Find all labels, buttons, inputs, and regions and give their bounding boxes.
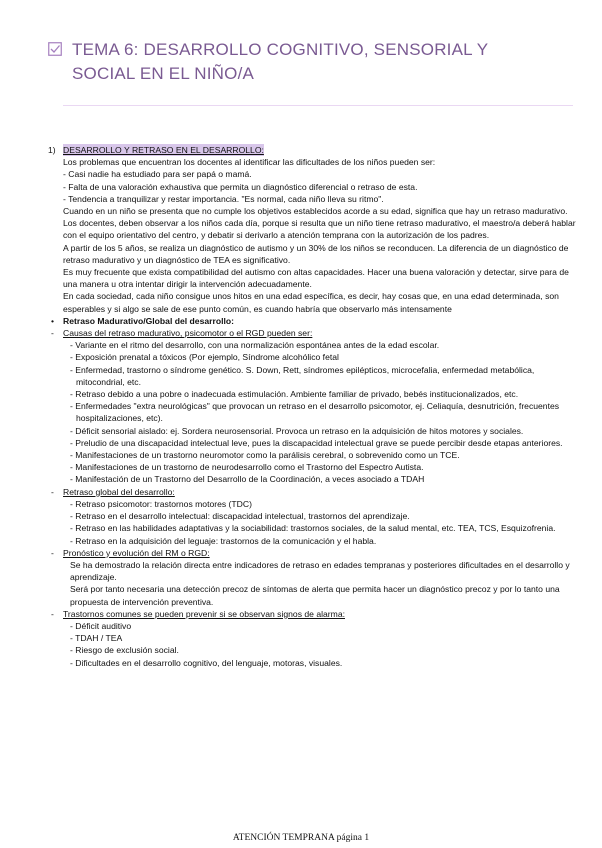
causas-heading: Causas del retraso madurativo, psicomotor o el RGD pueden ser:: [63, 328, 313, 339]
problem-item: - Tendencia a tranquilizar y restar importancia. "Es normal, cada niño lleva su ritmo".: [63, 193, 384, 204]
trastorno-item: - Dificultades en el desarrollo cognitivo, del lenguaje, motoras, visuales.: [70, 657, 343, 668]
causa-item: - Enfermedad, trastorno o síndrome genético. S. Down, Rett, síndromes epilépticos, microcefalia, enfermedad metabólica, mitocondrial, etc.: [70, 364, 535, 387]
dash-marker: -: [51, 328, 54, 339]
global-item: - Retraso en las habilidades adaptativas y la sociabilidad: trastornos sociales, de la salud mental, etc. TEA, TCS, Esquizofrenia.: [70, 523, 556, 534]
section-1-heading-row: [48, 144, 578, 156]
page-title-block: [48, 38, 568, 86]
causas-heading-row: [51, 327, 578, 339]
document-body: [48, 144, 578, 669]
page-footer: ATENCIÓN TEMPRANA página 1: [232, 833, 370, 843]
global-item: - Retraso en el desarrollo intelectual: discapacidad intelectual, trastornos del aprendizaje.: [70, 511, 410, 522]
section-1-intro: Los problemas que encuentran los docentes al identificar las dificultades de los niños pueden ser:: [63, 157, 436, 168]
causa-item: - Retraso debido a una pobre o inadecuada estimulación. Ambiente familiar de privado, bebés institucionalizados, etc.: [70, 389, 519, 400]
pronostico-heading: Pronóstico y evolución del RM o RGD:: [63, 547, 210, 558]
title-divider: [63, 105, 573, 106]
pronostico-paragraph: Se ha demostrado la relación directa entre indicadores de retraso en edades tempranas y posteriores dificultades en el desarrollo y aprendizaje.: [70, 559, 570, 583]
causa-item: - Déficit sensorial aislado: ej. Sordera neurosensorial. Provoca un retraso en la adquisición de hitos motores y sociales.: [70, 425, 524, 436]
dash-marker: -: [51, 486, 54, 497]
checkbox-checked-icon: [48, 42, 62, 56]
trastorno-item: - Riesgo de exclusión social.: [70, 645, 179, 656]
problem-item: - Casi nadie ha estudiado para ser papá o mamá.: [63, 169, 252, 180]
trastorno-item: - TDAH / TEA: [70, 633, 123, 644]
section-number: 1): [48, 145, 56, 155]
causa-item: - Preludio de una discapacidad intelectual leve, pues la discapacidad intelectual grave se puede percibir desde etapas anteriores.: [70, 437, 563, 448]
trastornos-heading-row: [51, 608, 578, 620]
section-1-paragraph: A partir de los 5 años, se realiza un diagnóstico de autismo y un 30% de los niños se reconducen. La diferencia de un diagnóstico de retraso madurativo y un diagnóstico de TEA es significativo.: [63, 242, 569, 265]
section-1-heading: DESARROLLO Y RETRASO EN EL DESARROLLO:: [63, 145, 264, 155]
global-item: - Retraso psicomotor: trastornos motores (TDC): [70, 498, 252, 509]
title-line-1: TEMA 6: DESARROLLO COGNITIVO, SENSORIAL Y: [72, 40, 489, 59]
problem-item: - Falta de una valoración exhaustiva que permita un diagnóstico diferencial o retraso de esta.: [63, 181, 418, 192]
pronostico-paragraph: Será por tanto necesaria una detección precoz de síntomas de alerta que permita hacer un diagnóstico precoz y por lo tanto una propuesta de intervención preventiva.: [70, 584, 560, 607]
dash-marker: -: [51, 547, 54, 558]
dash-marker: -: [51, 608, 54, 619]
section-1-paragraph: Es muy frecuente que exista compatibilidad del autismo con altas capacidades. Hacer una buena valoración y detectar, sirve para de una manera u otra intentar dirigir la intervención adecuadamente.: [63, 267, 569, 290]
pronostico-heading-row: [51, 547, 578, 559]
global-heading-row: [51, 486, 578, 498]
section-1-paragraph: En cada sociedad, cada niño consigue unos hitos en una edad específica, es decir, hay cosas que, en una edad determinada, son esperables y si algo se sale de ese punto común, es cuando habría que observarlo más intensamente: [63, 291, 559, 314]
causa-item: - Variante en el ritmo del desarrollo, con una normalización espontánea antes de la edad escolar.: [70, 340, 440, 351]
global-item: - Retraso en la adquisición del leguaje: trastornos de la comunicación y el habla.: [70, 535, 377, 546]
causa-item: - Manifestación de un Trastorno del Desarrollo de la Coordinación, a veces asociado a TDAH: [70, 474, 425, 485]
page-title: [72, 38, 488, 86]
bullet-icon: •: [51, 315, 55, 326]
section-1-paragraph: Cuando en un niño se presenta que no cumple los objetivos establecidos acorde a su edad, significa que hay un retraso madurativo. Los docentes, deben observar a los niños cada día, porque si resulta que un niño tiene retraso madurativo, el maestro/a deberá hablar con el equipo orientativo del centro, y debatir si derivarlo a atención temprana con la autorización de los padres.: [63, 206, 576, 241]
trastorno-item: - Déficit auditivo: [70, 620, 132, 631]
causa-item: - Exposición prenatal a tóxicos (Por ejemplo, Síndrome alcohólico fetal: [70, 352, 339, 363]
causa-item: - Manifestaciones de un trastorno neuromotor como la parálisis cerebral, o sobrevenido como un TCE.: [70, 450, 460, 461]
causa-item: - Enfermedades "extra neurológicas" que provocan un retraso en el desarrollo psicomotor, ej. Celiaquía, desnutrición, frecuentes hospitalizaciones, etc).: [70, 401, 560, 424]
trastornos-heading: Trastornos comunes se pueden prevenir si se observan signos de alarma:: [63, 608, 345, 619]
retraso-heading: Retraso Madurativo/Global del desarrollo:: [63, 315, 234, 326]
retraso-heading-row: [51, 315, 578, 327]
title-line-2: SOCIAL EN EL NIÑO/A: [72, 64, 255, 83]
global-heading: Retraso global del desarrollo:: [63, 486, 175, 497]
causa-item: - Manifestaciones de un trastorno de neurodesarrollo como el Trastorno del Espectro Autista.: [70, 462, 424, 473]
